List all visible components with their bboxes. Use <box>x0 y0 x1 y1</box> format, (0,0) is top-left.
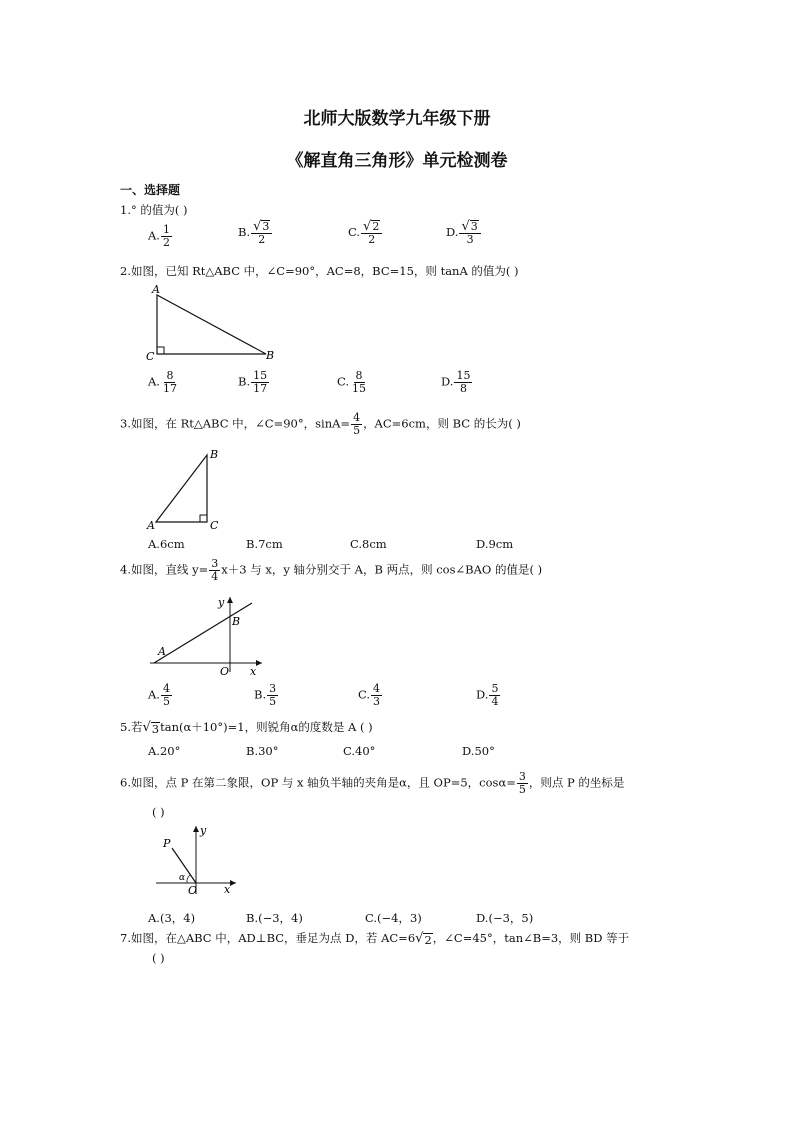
sqrt-symbol: √ 3 <box>142 720 160 736</box>
question-3-option-a: A.6cm <box>148 537 185 551</box>
origin-label: O <box>220 665 230 677</box>
sqrt-symbol: √ 2 <box>415 931 432 947</box>
question-4-option-d: D. $\frac{5}{4}$ <box>476 682 499 708</box>
question-7-answer-paren: ( ) <box>152 951 165 965</box>
angle-alpha-label: α <box>179 873 186 883</box>
question-6-stem: 6.如图，点 P 在第二象限，OP 与 x 轴负半轴的夹角是α，且 OP=5，cosα= $\frac{3}{5}$ ，则点 P 的坐标是 <box>120 770 625 796</box>
question-1-option-b: B. √ 3 2 <box>238 220 273 246</box>
triangle-shape <box>156 455 207 522</box>
question-6-answer-paren: ( ) <box>152 805 165 819</box>
question-3-option-b: B.7cm <box>246 537 283 551</box>
question-1-option-d: D. √ 3 3 <box>446 220 482 246</box>
page-title: 北师大版数学九年级下册 <box>303 109 491 129</box>
y-axis-arrow <box>227 597 233 603</box>
question-5-option-c: C.40° <box>343 744 376 758</box>
vertex-a-label: A <box>152 283 160 296</box>
x-axis-arrow <box>230 880 236 886</box>
question-5-option-d: D.50° <box>462 744 495 758</box>
page-subtitle: 《解直角三角形》单元检测卷 <box>286 151 508 171</box>
point-b-label: B <box>232 615 241 628</box>
y-axis-label: y <box>200 824 207 837</box>
question-5-option-b: B.30° <box>246 744 279 758</box>
question-6-coordinate-figure <box>150 822 240 897</box>
vertex-a-label: A <box>147 519 155 532</box>
question-1-option-a: A. $\frac{1}{2}$ <box>148 223 170 249</box>
question-4-option-a: A. $\frac{4}{5}$ <box>148 682 170 708</box>
question-4-coordinate-figure <box>140 592 265 677</box>
triangle-shape <box>157 295 266 354</box>
question-6-option-a: A.(3，4) <box>148 911 196 925</box>
question-2-option-a: A. $\frac{8}{17}$ <box>148 369 177 395</box>
question-4-option-c: C. $\frac{4}{3}$ <box>358 682 381 708</box>
question-2-stem: 2.如图，已知 Rt△ABC 中，∠C=90°，AC=8，BC=15，则 tanA 的值为( ) <box>120 264 519 278</box>
vertex-c-label: C <box>210 519 219 532</box>
question-3-triangle-figure <box>140 445 230 535</box>
question-5-option-a: A.20° <box>148 744 181 758</box>
question-6-option-d: D.(−3，5) <box>476 911 534 925</box>
question-1-stem: 1.° 的值为( ) <box>120 203 188 217</box>
line-graph <box>154 603 252 663</box>
question-2-triangle-figure <box>140 280 285 365</box>
origin-label: O <box>188 884 198 897</box>
question-2-option-d: D. $\frac{15}{8}$ <box>441 369 471 395</box>
y-axis-arrow <box>193 826 199 832</box>
question-6-option-b: B.(−3，4) <box>246 911 303 925</box>
right-angle-mark <box>157 347 164 354</box>
question-2-option-c: C. $\frac{8}{15}$ <box>337 369 367 395</box>
x-axis-arrow <box>256 660 262 666</box>
question-3-option-c: C.8cm <box>350 537 387 551</box>
question-3-option-d: D.9cm <box>476 537 514 551</box>
question-1-option-c: C. √ 2 2 <box>348 220 383 246</box>
angle-arc <box>187 875 190 883</box>
vertex-b-label: B <box>210 448 219 461</box>
point-a-label: A <box>158 645 166 658</box>
section-heading: 一、选择题 <box>120 183 181 197</box>
question-7-stem: 7.如图，在△ABC 中，AD⊥BC，垂足为点 D，若 AC=6 √ 2 ，∠C=45°，tan∠B=3，则 BD 等于 <box>120 931 630 947</box>
question-3-stem: 3.如图，在 Rt△ABC 中，∠C=90°，sinA= $\frac{4}{5}$ ，AC=6cm，则 BC 的长为( ) <box>120 411 521 437</box>
question-5-stem: 5.若 √ 3 tan(α＋10°)=1，则锐角α的度数是 A ( ) <box>120 720 373 736</box>
vertex-b-label: B <box>266 349 275 362</box>
x-axis-label: x <box>250 665 257 677</box>
vertex-c-label: C <box>146 350 155 363</box>
y-axis-label: y <box>218 596 225 609</box>
question-2-option-b: B. $\frac{15}{17}$ <box>238 369 268 395</box>
x-axis-label: x <box>224 883 231 896</box>
right-angle-mark <box>200 515 207 522</box>
question-4-stem: 4.如图，直线 y= $\frac{3}{4}$ x＋3 与 x，y 轴分别交于 A，B 两点，则 cos∠BAO 的值是( ) <box>120 557 543 583</box>
question-6-option-c: C.(−4，3) <box>365 911 422 925</box>
question-4-option-b: B. $\frac{3}{5}$ <box>254 682 277 708</box>
point-p-label: P <box>163 837 171 850</box>
